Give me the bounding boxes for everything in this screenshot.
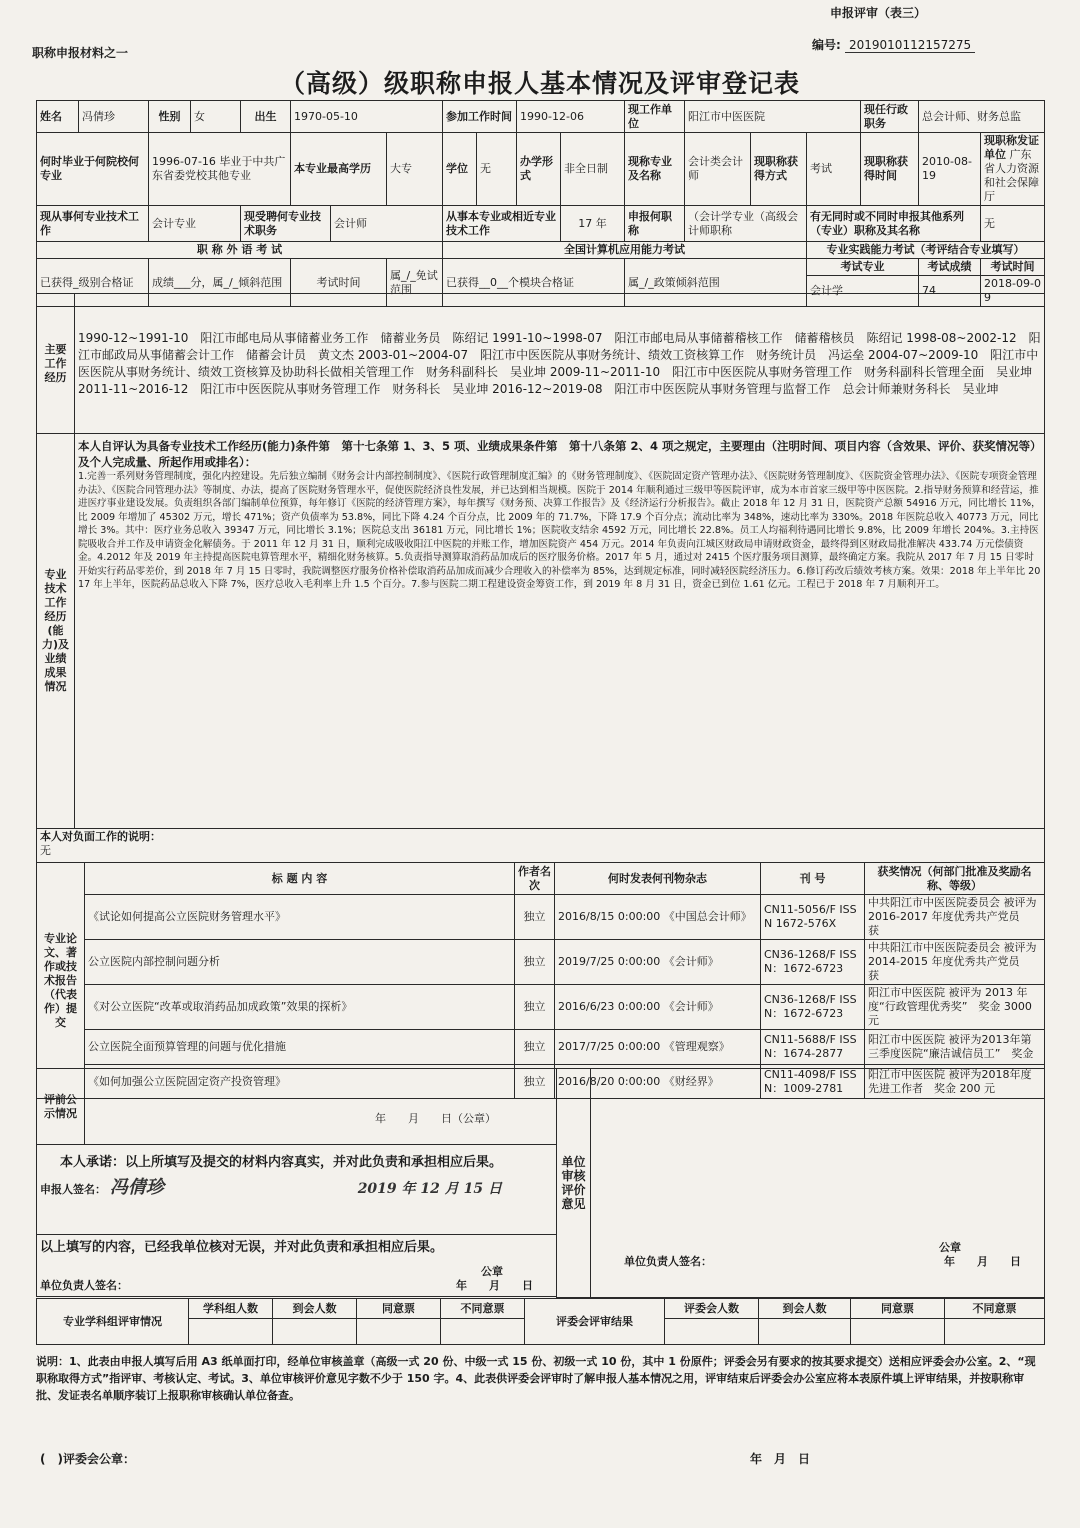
- paper-when: 2017/7/25 0:00:00 《管理观察》: [555, 1030, 761, 1065]
- paper-award-header: 获奖情况（何部门批准及奖励名称、等级）: [865, 863, 1045, 895]
- computer-policy-cell: 属_/_政策倾斜范围: [625, 259, 807, 307]
- verify-sign-label: 单位负责人签名：: [40, 1279, 128, 1292]
- hired-post-label: 现受聘何专业技术职务: [241, 206, 331, 242]
- verify-text: 以上填写的内容，已经我单位核对无误，并对此负责和承担相应后果。: [40, 1240, 444, 1255]
- verify-date: 年 月 日: [456, 1279, 533, 1292]
- paper-award: 阳江市中医医院 被评为2013年第三季度医院“廉洁诚信员工” 奖金: [865, 1030, 1045, 1065]
- unit-review-sign-row: [594, 1255, 1041, 1269]
- unit-review-cell: [591, 1069, 1045, 1298]
- table-row: [37, 985, 1045, 1030]
- group-attended-label: 到会人数: [273, 1299, 357, 1319]
- group-review-label: 专业学科组评审情况: [37, 1299, 189, 1345]
- panel-result-table: [36, 1298, 1045, 1345]
- pledge-cell: [37, 1145, 557, 1235]
- publicity-date: 年 月 日（公章）: [85, 1069, 557, 1145]
- pledge-sign-label: 申报人签名：: [40, 1183, 106, 1196]
- foreign-cert-cell: 已获得_级别合格证: [37, 259, 149, 307]
- committee-agree-label: 同意票: [851, 1299, 945, 1319]
- paper-title: 《对公立医院“改革或取消药品加成政策”效果的探析》: [85, 985, 515, 1030]
- experience-table: [36, 293, 1045, 863]
- title-time-value: 2010-08-19: [919, 133, 981, 206]
- paper-title: 《试论如何提高公立医院财务管理水平》: [85, 895, 515, 940]
- pledge-date: 2019 年 12 月 15 日: [357, 1181, 502, 1197]
- title-issuer-cell: 现职称发证单位 广东省人力资源和社会保障厅: [981, 133, 1045, 206]
- work-experience-label: 主要工作经历: [37, 294, 75, 434]
- practice-score-value: 74: [919, 276, 981, 307]
- serial-number: 编号: 2019010112157275: [812, 36, 975, 53]
- paper-issue: CN11-5688/F ISSN：1674-2877: [761, 1030, 865, 1065]
- paper-issue: CN11-4098/F ISSN：1009-2781: [761, 1065, 865, 1099]
- unit-review-seal: 公章: [939, 1240, 961, 1254]
- pledge-text: 本人承诺：以上所填写及提交的材料内容真实，并对此负责和承担相应后果。: [60, 1155, 503, 1170]
- birth-label: 出生: [241, 101, 291, 133]
- paper-award: 中共阳江市中医医院委员会 被评为2014-2015 年度优秀共产党员 获: [865, 940, 1045, 985]
- paper-issue: CN11-5056/F ISSN 1672-576X: [761, 895, 865, 940]
- group-disagree-label: 不同意票: [441, 1299, 525, 1319]
- committee-seal: ( )评委会公章：: [40, 1452, 135, 1466]
- title-method-value: 考试: [807, 133, 861, 206]
- current-title-label: 现称专业及名称: [625, 133, 685, 206]
- table-row: [37, 895, 1045, 940]
- unit-value: 阳江市中医医院: [685, 101, 861, 133]
- paper-issue-header: 刊 号: [761, 863, 865, 895]
- pledge-sign-row: [40, 1177, 553, 1198]
- form-title: （高级）级职称申报人基本情况及评审登记表: [279, 69, 800, 98]
- committee-members-label: 评委会人数: [665, 1299, 759, 1319]
- achievement-intro: 本人自评认为具备专业技术工作经历(能力)条件第 第十七条第 1、3、5 项、业绩成果条件第 第十八条第 2、4 项之规定，主要理由（注明时间、项目内容（含效果、评价、获奖情况等）及个人完成量、所起作用或排名）：: [78, 439, 1036, 469]
- paper-issue: CN36-1268/F ISSN：1672-6723: [761, 985, 865, 1030]
- achievement-cell: [75, 434, 1045, 829]
- publicity-label: 评前公示情况: [37, 1069, 85, 1145]
- apply-title-value: （会计学专业（高级会计师职称: [685, 206, 807, 242]
- unit-review-date: 年 月 日: [944, 1254, 1021, 1268]
- paper-when: 2016/8/20 0:00:00 《财经界》: [555, 1065, 761, 1099]
- practice-date-value: 2018-09-09: [981, 276, 1045, 307]
- other-apply-value: 无: [981, 206, 1045, 242]
- graduation-value: 1996-07-16 毕业于中共广东省委党校其他专业: [149, 133, 291, 206]
- applicant-signature: 冯倩珍: [109, 1177, 164, 1198]
- paper-award: 阳江市中医医院 被评为2018年度先进工作者 奖金 200 元: [865, 1065, 1045, 1099]
- paper-rank: 独立: [515, 1065, 555, 1099]
- negative-label: 本人对负面工作的说明：: [40, 830, 161, 843]
- paper-rank: 独立: [515, 1030, 555, 1065]
- birth-value: 1970-05-10: [291, 101, 443, 133]
- education-label: 本专业最高学历: [291, 133, 387, 206]
- table-row: [37, 1030, 1045, 1065]
- computer-exam-header: 全国计算机应用能力考试: [443, 242, 807, 259]
- paper-rank: 独立: [515, 895, 555, 940]
- footer-date: 年 月 日: [750, 1452, 811, 1466]
- material-label: 职称申报材料之一: [32, 46, 129, 60]
- group-agree-label: 同意票: [357, 1299, 441, 1319]
- practice-major-label: 考试专业: [807, 259, 919, 276]
- practice-major-value: 会计学: [807, 276, 919, 307]
- study-mode-value: 非全日制: [561, 133, 625, 206]
- papers-table: [36, 862, 1045, 1099]
- work-start-label: 参加工作时间: [443, 101, 517, 133]
- verify-seal: 公章: [481, 1265, 503, 1278]
- post-label: 现任行政职务: [861, 101, 919, 133]
- name-value: 冯倩珍: [79, 101, 149, 133]
- study-mode-label: 办学形式: [517, 133, 561, 206]
- negative-value: 无: [40, 844, 51, 857]
- hired-post-value: 会计师: [331, 206, 443, 242]
- practice-time-label: 考试时间: [981, 259, 1045, 276]
- gender-value: 女: [191, 101, 241, 133]
- committee-attended-label: 到会人数: [759, 1299, 851, 1319]
- gender-label: 性别: [149, 101, 191, 133]
- post-value: 总会计师、财务总监: [919, 101, 1045, 133]
- computer-cert-cell: 已获得__0__个模块合格证: [443, 259, 625, 307]
- paper-when: 2016/8/15 0:00:00 《中国总会计师》: [555, 895, 761, 940]
- basic-info-table: [36, 100, 1045, 307]
- practice-exam-header: 专业实践能力考试（考评结合专业填写）: [807, 242, 1045, 259]
- paper-when: 2016/6/23 0:00:00 《会计师》: [555, 985, 761, 1030]
- paper-title-header: 标 题 内 容: [85, 863, 515, 895]
- paper-award: 阳江市中医医院 被评为 2013 年度“行政管理优秀奖” 奖金 3000 元: [865, 985, 1045, 1030]
- other-apply-label: 有无同时或不同时申报其他系列（专业）职称及其名称: [807, 206, 981, 242]
- work-start-value: 1990-12-06: [517, 101, 625, 133]
- education-value: 大专: [387, 133, 443, 206]
- practice-score-label: 考试成绩: [919, 259, 981, 276]
- papers-label: 专业论文、著作或技术报告（代表作）提交: [37, 863, 85, 1099]
- unit-review-sign-label: 单位负责人签名：: [624, 1254, 712, 1268]
- achievement-body: 1.完善一系列财务管理制度，强化内控建设。先后独立编制《财务会计内部控制制度》、《医院行政管理制度汇编》的《财务管理制度》、《医院固定资产管理办法》、《医院财务管理制度》、《医院资金管理办法》、《医院专项资金管理办法》、《医院合同管理办法》等制度、办法，提高了医院财务管理水平，促使医院经济良性发展，并已达到相当规模。医院于 2014 年顺利通过三级甲等医院评审，成为本市首家三级甲等中医医院。2.指导财务预算和经营运，推进医疗事业建设发展。负责组织各部门编制单位预算，每年修订《医院的经济管理方案》，每年撰写《财务预、决算工作报告》及《经济运行分析报告》。截止 2018 年 12 月 31 日，医院资产总额 54916 万元，同比增长 11%，比 2009 年增加了 45302 万元，增长 471%；资产负债率为 53.8%，同比下降 4.24 个百分点，比 2009 年的 71.7%，下降 17.9 个百分点；流动比率为 348%，速动比率为 330%。2018 年医院总收入 40773 万元，同比增长 3%。其中：医疗业务总收入 39347 万元，同比增长 3.1%；医院总支出 36181 万元，同比增长 1%；医院收支结余 4592 万元，同比增长 22.8%。员工人均福利待遇同比增长 9.8%，比 2009 年增长 204%。3.主持医院吸收合并工作及申请资金化解债务。于 2011 年 12 月 31 日，顺利完成吸收阳江中医院的并账工作，增加医院资产 454 万元。2014 年负责向江城区财政局申请财政资金，最终得到区财政局批准解决 433.74 万元偿债资金。4.2012 年及 2019 年主持提高医院电算管理水平，精细化财务核算。5.负责指导测算取消药品加成后的医疗服务价格。2017 年 5 月，通过对 2415 个医疗服务项目测算，最终确定方案。我院从 2017 年 7 月 15 日零时开始实行药品零差价，到 2018 年 7 月 15 日零时，我院调整医疗服务价格补偿取消药品加成而减少合理收入的补偿率为 85%，达到规定标准，同时减轻医院经济压力。6.修订药改后绩效考核方案。效果：2018 年上半年比 2017 年上半年，医院药品总收入下降 7%，医疗总收入毛利率上升 1.5 个百分。7.参与医院二期工程建设资金筹资工作，到 2019 年 8 月 31 日，资金已到位 1.61 亿元。工程已于 2018 年 7 月顺利开工。: [78, 471, 1041, 590]
- current-tech-label: 现从事何专业技术工作: [37, 206, 149, 242]
- foreign-exam-header: 职 称 外 语 考 试: [37, 242, 443, 259]
- foreign-exam-time: 考试时间: [291, 259, 387, 307]
- paper-when: 2019/7/25 0:00:00 《会计师》: [555, 940, 761, 985]
- unit-review-label: 单位审核评价意见: [557, 1069, 591, 1298]
- paper-title: 公立医院全面预算管理的问题与优化措施: [85, 1030, 515, 1065]
- paper-title: 公立医院内部控制问题分析: [85, 940, 515, 985]
- work-years-value: 17 年: [561, 206, 625, 242]
- paper-rank-header: 作者名次: [515, 863, 555, 895]
- title-time-label: 现职称获得时间: [861, 133, 919, 206]
- apply-title-label: 申报何职称: [625, 206, 685, 242]
- current-title-value: 会计类会计师: [685, 133, 751, 206]
- name-label: 姓名: [37, 101, 79, 133]
- graduation-label: 何时毕业于何院校何专业: [37, 133, 149, 206]
- paper-when-header: 何时发表何刊物杂志: [555, 863, 761, 895]
- paper-award: 中共阳江市中医医院委员会 被评为2016-2017 年度优秀共产党员 获: [865, 895, 1045, 940]
- current-tech-value: 会计专业: [149, 206, 241, 242]
- degree-value: 无: [477, 133, 517, 206]
- work-experience-text: 1990-12~1991-10 阳江市邮电局从事储蓄业务工作 储蓄业务员 陈绍记 1991-10~1998-07 阳江市邮电局从事储蓄稽核工作 储蓄稽核员 陈绍记 1998-08~2002-12 阳江市邮政局从事储蓄会计工作 储蓄会计员 黄文杰 2003-01~2004-07 阳江市中医医院从事财务统计、绩效工资核算工作 财务统计员 冯运垒 2004-07~2009-10 阳江市中医医院从事财务统计、绩效工资核算及协助科长做相关管理工作 财务科副科长 吴业坤 2009-11~2011-10 阳江市中医医院从事财务管理工作 财务科副科长管理全面 吴业坤 2011-11~2016-12 阳江市中医医院从事财务管理工作 财务科长 吴业坤 2016-12~2019-08 阳江市中医医院从事财务管理与监督工作 总会计师兼财务科长 吴业坤: [75, 294, 1045, 434]
- committee-result-label: 评委会评审结果: [525, 1299, 665, 1345]
- achievement-label: 专业技术工作经历(能力)及业绩成果情况: [37, 434, 75, 829]
- foreign-exempt: 属_/_免试范围: [387, 259, 443, 307]
- committee-disagree-label: 不同意票: [945, 1299, 1045, 1319]
- degree-label: 学位: [443, 133, 477, 206]
- paper-issue: CN36-1268/F ISSN：1672-6723: [761, 940, 865, 985]
- title-method-label: 现职称获得方式: [751, 133, 807, 206]
- paper-rank: 独立: [515, 985, 555, 1030]
- paper-title: 《如何加强公立医院固定资产投资管理》: [85, 1065, 515, 1099]
- review-table: [36, 1068, 1045, 1298]
- verify-sign-row: [40, 1279, 553, 1293]
- unit-label: 现工作单位: [625, 101, 685, 133]
- negative-cell: [37, 829, 1045, 863]
- table-row: [37, 940, 1045, 985]
- group-members-label: 学科组人数: [189, 1299, 273, 1319]
- instructions-note: 说明：1、此表由申报人填写后用 A3 纸单面打印，经单位审核盖章（高级一式 20 份、中级一式 15 份、初级一式 10 份，其中 1 份原件；评委会另有要求的按其要求提交）送相应评委会办公室。2、“现职称取得方式”指评审、考核认定、考试。3、单位审核评价意见字数不少于 150 字。4、此表供评委会评审时了解申报人基本情况之用，评审结束后评委会办公室应将本表原件填上评审结果，并按职称审批、发证表名单顺序装订上报职称审核确认单位备查。: [36, 1355, 1036, 1402]
- paper-rank: 独立: [515, 940, 555, 985]
- form-code: 申报评审（表三）: [830, 6, 927, 20]
- foreign-score-cell: 成绩___分，属_/_倾斜范围: [149, 259, 291, 307]
- verify-cell: [37, 1235, 557, 1297]
- work-years-label: 从事本专业或相近专业技术工作: [443, 206, 561, 242]
